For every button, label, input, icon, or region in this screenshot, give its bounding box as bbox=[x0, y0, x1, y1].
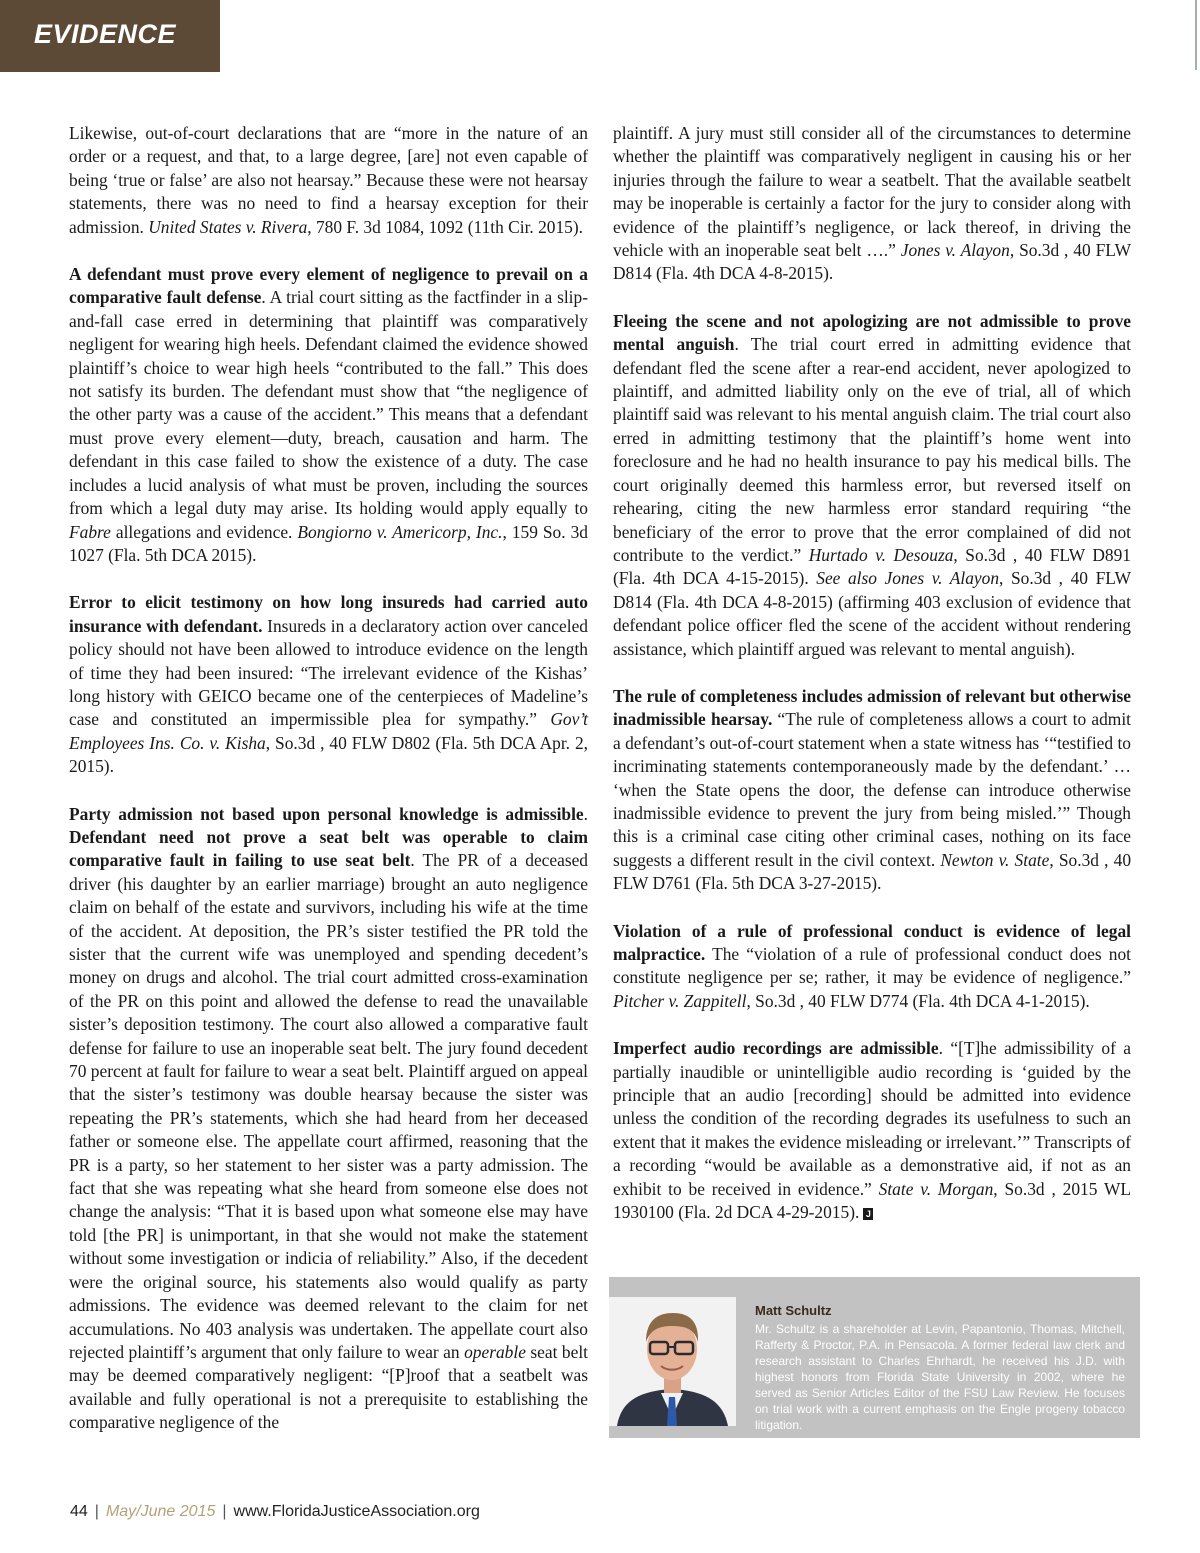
case-citation: Bongiorno v. Americorp, Inc. bbox=[297, 521, 503, 542]
case-citation: Newton v. State bbox=[940, 849, 1050, 870]
case-citation: Gov’t Employees Ins. Co. v. Kisha bbox=[69, 709, 588, 753]
article-end-mark: J bbox=[863, 1208, 873, 1220]
page-edge-divider bbox=[1195, 0, 1197, 70]
author-bio: Mr. Schultz is a shareholder at Levin, Papantonio, Thomas, Mitchell, Rafferty & Proctor, P.A. in Pensacola. A former federal law clerk and research assistant to Charles Ehrhardt, he received his J.D. with highest honors from Florida State University in 2002, where he served as Senior Articles Editor of the FSU Law Review. He focuses on trial work with a current emphasis on the Engle progeny tobacco litigation. bbox=[755, 1322, 1125, 1432]
paragraph-heading: Fleeing the scene and not apologizing are not admissible to prove mental anguish bbox=[613, 310, 1131, 355]
paragraph-rivera: Likewise, out-of-court declarations that are “more in the nature of an order or a request, and that, to a large degree, [are] not even capable of being ‘true or false’ are also not hearsay.” Because these were not hearsay statements, there was no need to find a hearsay exception for their admission. United States v. Rivera, 780 F. 3d 1084, 1092 (11th Cir. 2015). bbox=[69, 123, 588, 237]
case-citation: See also Jones v. Alayon bbox=[816, 568, 1000, 589]
page-footer: 44 | May/June 2015 | www.FloridaJusticeAssociation.org bbox=[70, 1503, 480, 1520]
author-bio-box bbox=[609, 1277, 1140, 1438]
case-citation: Jones v. Alayon bbox=[900, 240, 1010, 261]
issue-date: May/June 2015 bbox=[105, 1503, 216, 1520]
paragraph-heading: Imperfect audio recordings are admissible bbox=[613, 1038, 939, 1059]
author-photo bbox=[609, 1297, 736, 1426]
paragraph-heading: The rule of completeness includes admission of relevant but otherwise inadmissible hearsay. bbox=[613, 685, 1131, 730]
section-title: EVIDENCE bbox=[34, 19, 177, 49]
case-citation: United States v. Rivera bbox=[148, 216, 308, 237]
paragraph-insurance-testimony: Error to elicit testimony on how long insureds had carried auto insurance with defendant. Insureds in a declaratory action over canceled policy should not have been allowed to introduce evidence on the length of time they had been insured: “The irrelevant evidence of the Kishas’ long history with GEICO became one of the centerpieces of Madeline’s case and constituted an impermissible plea for sympathy.” Gov’t Employees Ins. Co. v. Kisha, So.3d , 40 FLW D802 (Fla. 5th DCA Apr. 2, 2015). bbox=[69, 592, 589, 777]
right-column bbox=[613, 122, 1131, 1224]
paragraph-party-admission: Party admission not based upon personal knowledge is admissible. Defendant need not prove a seat belt was operable to claim comparative fault in failing to use seat belt. The PR of a deceased driver (his daughter by an earlier marriage) brought an auto negligence claim on behalf of the estate and survivors, including his wife at the time of the accident. At deposition, the PR’s sister testified the PR told the sister that the current wife was unemployed and spending decedent’s money on drugs and alcohol. The trial court admitted cross-examination of the PR on this point and allowed the defense to read the unavailable sister’s deposition testimony. The court also allowed a comparative fault defense for failure to use an inoperable seat belt. The jury found decedent 70 percent at fault for failure to wear a seat belt. Plaintiff argued on appeal that the sister’s testimony was double hearsay because the sister was repeating the PR’s statements, which she had heard from her deceased father or someone else. The appellate court affirmed, reasoning that the PR is a party, so her statement to her sister was a party admission. The fact that she was repeating what she heard from someone else does not change the analysis: “That it is based upon what someone else may have told [the PR] is unimportant, in that she would not make the statement without some investigation or indicia of reliability.” Also, if the decedent were the original source, his statements also would qualify as party admissions. The evidence was deemed relevant to the claim for net accumulations. No 403 analysis was undertaken. The appellate court also rejected plaintiff’s argument that only failure to wear an operable seat belt may be deemed comparatively negligent: “[P]roof that a seatbelt was available and fully operational is not a prerequisite to establishing the comparative negligence of the bbox=[69, 803, 588, 1433]
paragraph-mental-anguish: Fleeing the scene and not apologizing are not admissible to prove mental anguish. The trial court erred in admitting evidence that defendant fled the scene after a rear-end accident, never apologized to plaintiff, and admitted liability only on the eve of trial, all of which plaintiff said was relevant to his mental anguish claim. The trial court also erred in admitting testimony that the plaintiff’s home went into foreclosure and he had no health insurance to pay his medical bills. The court originally deemed this harmless error, but reversed itself on rehearing, citing the new harmless error standard requiring “the beneficiary of the error to prove that the error complained of did not contribute to the verdict.” Hurtado v. Desouza, So.3d , 40 FLW D891 (Fla. 4th DCA 4-15-2015). See also Jones v. Alayon, So.3d , 40 FLW D814 (Fla. 4th DCA 4-8-2015) (affirming 403 exclusion of evidence that defendant police officer fled the scene of the accident without rendering assistance, which plaintiff argued was relevant to mental anguish). bbox=[613, 310, 1131, 659]
page-number: 44 bbox=[70, 1503, 88, 1520]
case-citation: Hurtado v. Desouza bbox=[808, 544, 954, 565]
paragraph-audio-recordings: Imperfect audio recordings are admissible. “[T]he admissibility of a partially inaudible or unintelligible audio recording is ‘guided by the principle that an audio [recording] should be admitted into evidence unless the condition of the recording degrades its usefulness to such an extent that it makes the evidence misleading or irrelevant.’” Transcripts of a recording “would be available as a demonstrative aid, if not as an exhibit to be received in evidence.” State v. Morgan, So.3d , 2015 WL 1930100 (Fla. 2d DCA 4-29-2015). J bbox=[613, 1038, 1132, 1223]
case-citation: Pitcher v. Zappitell bbox=[613, 990, 747, 1011]
paragraph-heading: Violation of a rule of professional conduct is evidence of legal malpractice. bbox=[613, 920, 1131, 964]
paragraph-comparative-fault: A defendant must prove every element of negligence to prevail on a comparative fault defense. A trial court sitting as the factfinder in a slip-and-fall case erred in determining that plaintiff was comparatively negligent for wearing high heels. Defendant claimed the evidence showed plaintiff’s choice to wear high heels “contributed to the fall.” This does not satisfy its burden. The defendant must show that “the negligence of the other party was a cause of the accident.” This means that a defendant must prove every element—duty, breach, causation and harm. The defendant in this case failed to show the existence of a duty. The case includes a lucid analysis of what must be proven, including the sources from which a legal duty may arise. Its holding would apply equally to Fabre allegations and evidence. Bongiorno v. Americorp, Inc., 159 So. 3d 1027 (Fla. 5th DCA 2015). bbox=[69, 264, 588, 565]
section-tab bbox=[0, 0, 220, 72]
left-column bbox=[69, 122, 588, 1435]
paragraph-heading: Error to elicit testimony on how long insureds had carried auto insurance with defendant. bbox=[69, 592, 588, 636]
paragraph-seatbelt-continued: plaintiff. A jury must still consider all of the circumstances to determine whether the plaintiff was comparatively negligent in causing his or her injuries through the failure to wear a seatbelt. That the available seatbelt may be inoperable is certainly a factor for the jury to consider along with evidence of the plaintiff’s negligence, or lack thereof, in driving the vehicle with an inoperable seat belt ….” Jones v. Alayon, So.3d , 40 FLW D814 (Fla. 4th DCA 4-8-2015). bbox=[613, 123, 1131, 284]
paragraph-heading: A defendant must prove every element of negligence to prevail on a comparative fault defense bbox=[69, 264, 588, 308]
website-link[interactable]: www.FloridaJusticeAssociation.org bbox=[233, 1503, 480, 1520]
paragraph-professional-conduct: Violation of a rule of professional conduct is evidence of legal malpractice. The “violation of a rule of professional conduct does not constitute negligence per se; rather, it may be evidence of negligence.” Pitcher v. Zappitell, So.3d , 40 FLW D774 (Fla. 4th DCA 4-1-2015). bbox=[613, 920, 1131, 1011]
paragraph-rule-of-completeness: The rule of completeness includes admission of relevant but otherwise inadmissible hearsay. “The rule of completeness allows a court to admit a defendant’s out-of-court statement when a state witness has ‘“testified to incriminating statements contemporaneously made by the defendant.’ … ‘when the State opens the door, the defense can introduce otherwise inadmissible evidence to prevent the jury from being misled.’” Though this is a criminal case citing other criminal cases, nothing on its face suggests a different result in the civil context. Newton v. State, So.3d , 40 FLW D761 (Fla. 5th DCA 3-27-2015). bbox=[613, 685, 1132, 894]
paragraph-heading: Defendant need not prove a seat belt was operable to claim comparative fault in failing to use seat belt bbox=[69, 826, 588, 871]
paragraph-heading: Party admission not based upon personal knowledge is admissible bbox=[69, 803, 584, 824]
author-name: Matt Schultz bbox=[755, 1303, 832, 1318]
case-citation: State v. Morgan bbox=[878, 1178, 994, 1199]
